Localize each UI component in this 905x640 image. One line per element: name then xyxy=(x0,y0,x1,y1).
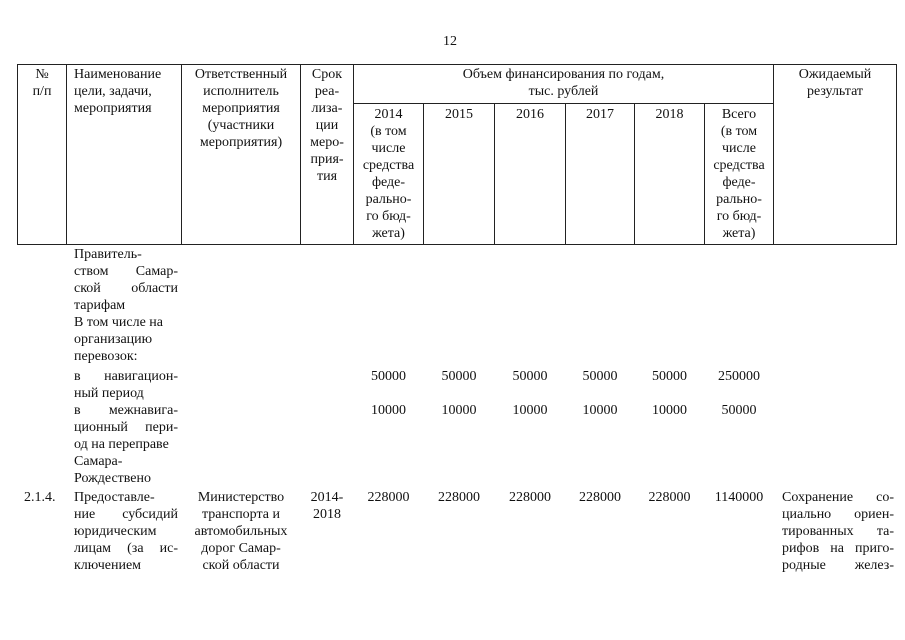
cell-2016: 228000 xyxy=(509,490,551,505)
row-number: 2.1.4. xyxy=(24,490,56,505)
header-year-2016: 2016 xyxy=(516,107,544,122)
header-term: Срок реа- лиза- ции меро- прия- тия xyxy=(310,67,344,184)
header-year-2015: 2015 xyxy=(445,107,473,122)
header-name: Наименование цели, задачи, мероприятия xyxy=(74,67,162,116)
header-year-total: Всего (в том числе средства феде- рально- го бюд- жета) xyxy=(713,107,765,241)
cell-2015: 10000 xyxy=(441,403,477,418)
continuation-text: Правитель- ством Самар- ской области тарифам В том числе на организацию перевозок: xyxy=(74,247,178,364)
cell-2017: 50000 xyxy=(582,369,618,384)
row-term: 2014- 2018 xyxy=(310,490,344,522)
cell-total: 1140000 xyxy=(714,490,764,505)
header-result: Ожидаемый результат xyxy=(798,67,872,99)
row-name: в навигацион- ный период xyxy=(74,369,178,401)
cell-2014: 228000 xyxy=(367,490,410,505)
row-responsible: Министерство транспорта и автомобильных дорог Самар- ской области xyxy=(194,490,288,573)
cell-2014: 10000 xyxy=(371,403,406,418)
cell-2017: 10000 xyxy=(582,403,618,418)
header-year-2018: 2018 xyxy=(655,107,684,122)
cell-total: 250000 xyxy=(718,369,760,384)
cell-2014: 50000 xyxy=(371,369,406,384)
cell-2016: 50000 xyxy=(512,369,548,384)
cell-2018: 50000 xyxy=(652,369,687,384)
cell-total: 50000 xyxy=(721,403,757,418)
cell-2018: 228000 xyxy=(648,490,691,505)
page-number: 12 xyxy=(443,34,457,49)
header-year-2014: 2014 (в том числе средства феде- рально- го бюд- жета) xyxy=(362,107,415,241)
cell-2015: 228000 xyxy=(438,490,480,505)
header-num: № п/п xyxy=(32,67,52,99)
row-name: Предоставле- ние субсидий юридическим лицам (за ис- ключением xyxy=(74,490,178,573)
header-year-2017: 2017 xyxy=(586,107,614,122)
cell-2016: 10000 xyxy=(512,403,548,418)
row-result: Сохранение со- циально ориен- тированных та- рифов на приго- родные желез- xyxy=(782,490,894,573)
cell-2015: 50000 xyxy=(441,369,477,384)
header-funding: Объем финансирования по годам, тыс. рублей xyxy=(462,67,665,99)
header-responsible: Ответственный исполнитель мероприятия (участники мероприятия) xyxy=(194,67,288,150)
row-name: в межнавига- ционный пери- од на переправе Самара- Рождествено xyxy=(74,403,178,486)
cell-2017: 228000 xyxy=(579,490,621,505)
cell-2018: 10000 xyxy=(652,403,687,418)
